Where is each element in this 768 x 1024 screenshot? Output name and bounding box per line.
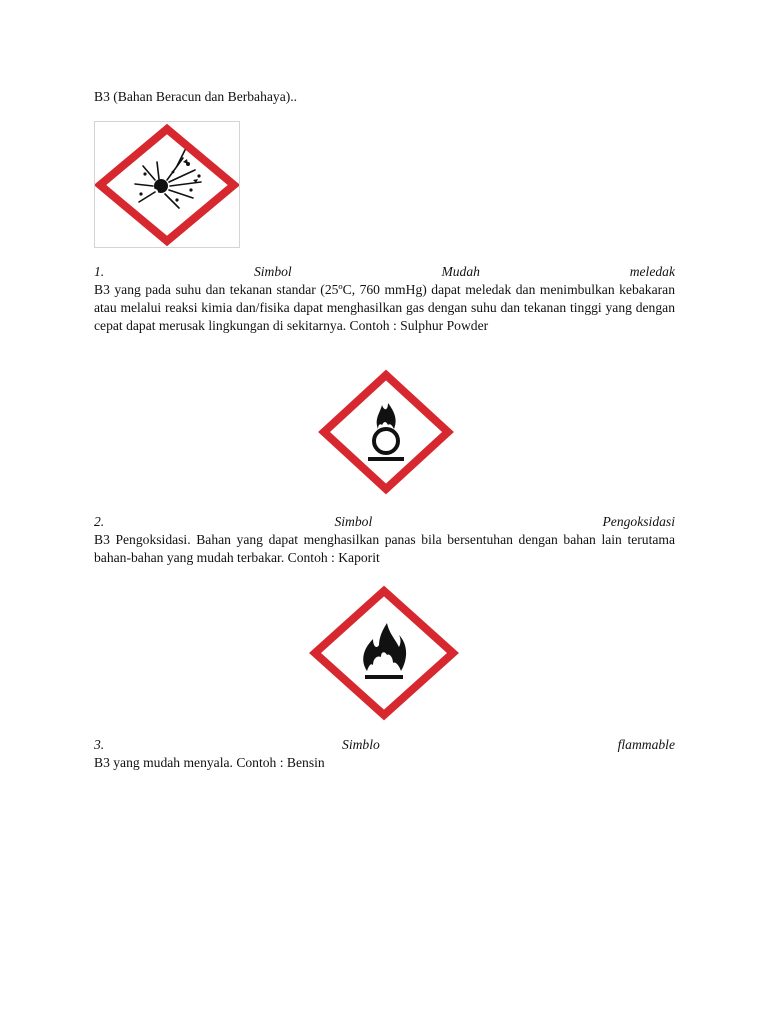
section-2 (94, 513, 675, 567)
flammable-hazard-icon (309, 585, 459, 721)
section-3-word1: Simblo (342, 737, 380, 752)
section-2-word1: Simbol (334, 514, 373, 529)
section-1 (94, 263, 675, 335)
section-3-heading (94, 736, 675, 754)
section-1-word1: Simbol (253, 264, 292, 279)
section-1-body: B3 yang pada suhu dan tekanan standar (25ºC, 760 mmHg) dapat meledak dan menimbulkan kebakaran atau melalui reaksi kimia dan/fisika dapat menghasilkan gas dengan suhu dan tekanan tinggi yang dengan cepat dapat merusak lingkungan di sekitarnya. Contoh : Sulphur Powder (94, 282, 675, 333)
explosive-hazard-icon (94, 121, 240, 248)
document-title: B3 (Bahan Beracun dan Berbahaya).. (94, 89, 298, 104)
oxidizer-hazard-icon (318, 369, 454, 495)
section-3-word2: flammable (617, 737, 675, 752)
section-3 (94, 736, 675, 772)
section-3-number: 3. (94, 737, 105, 752)
section-1-word3: meledak (629, 264, 675, 279)
section-2-heading (94, 513, 675, 531)
section-2-number: 2. (94, 514, 105, 529)
section-2-body: B3 Pengoksidasi. Bahan yang dapat menghasilkan panas bila bersentuhan dengan bahan lain terutama bahan-bahan yang mudah terbakar. Contoh : Kaporit (94, 532, 675, 565)
section-2-word2: Pengoksidasi (602, 514, 675, 529)
section-1-word2: Mudah (441, 264, 480, 279)
section-3-body: B3 yang mudah menyala. Contoh : Bensin (94, 755, 325, 770)
section-1-number: 1. (94, 264, 105, 279)
section-1-heading (94, 263, 675, 281)
